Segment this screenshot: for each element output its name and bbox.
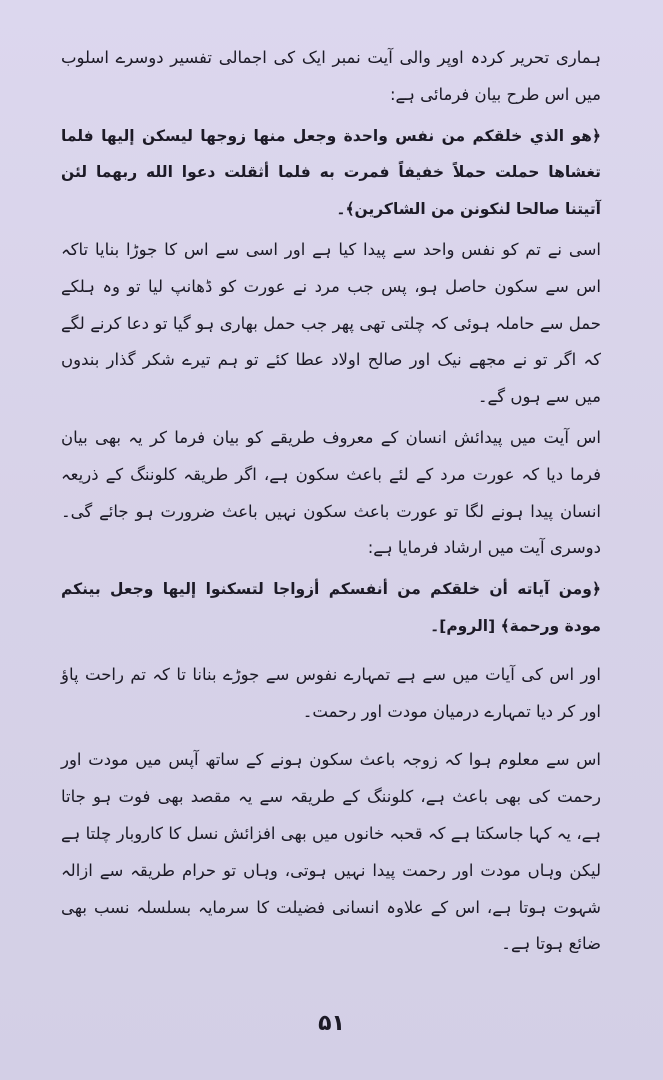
- paragraph-intro: ہماری تحریر کردہ اوپر والی آیت نمبر ایک کی اجمالی تفسیر دوسرے اسلوب میں اس طرح بیان فرمائی ہے:: [61, 48, 601, 104]
- quranic-verse-1: ﴿هو الذي خلقكم من نفس واحدة وجعل منها زوجها ليسكن إليها فلما تغشاها حملت حملاً خفيفاً فمرت به فلما أثقلت دعوا الله ربهما لئن آتيتنا صالحا لنكونن من الشاكرين﴾۔: [61, 126, 601, 219]
- paragraph-commentary-1: اس آیت میں پیدائش انسان کے معروف طریقے کو بیان فرما کر یہ بھی بیان فرما دیا کہ عورت مرد کے لئے باعث سکون ہے، اگر طریقہ کلوننگ کے ذریعہ انسان پیدا ہونے لگا تو عورت باعث سکون نہیں باعث ضرورت ہو جائے گی۔ دوسری آیت میں ارشاد فرمایا ہے:: [61, 427, 601, 558]
- paragraph-commentary-2: اس سے معلوم ہوا کہ زوجہ باعث سکون ہونے کے ساتھ آپس میں مودت اور رحمت کی بھی باعث ہے، کلوننگ کے طریقہ سے یہ مقصد بھی فوت ہو جاتا ہے، یہ کہا جاسکتا ہے کہ قحبہ خانوں میں بھی افزائش نسل کا کاروبار چلتا ہے لیکن وہاں مودت اور رحمت پیدا نہیں ہوتی، وہاں تو حرام طریقہ سے ازالہ شہوت ہوتا ہے، اس کے علاوہ انسانی فضیلت کا سرمایہ بسلسلہ نسب بھی ضائع ہوتا ہے۔: [61, 750, 601, 954]
- page-number: ۵۱: [318, 1011, 345, 1036]
- paragraph-translation-2: اور اس کی آیات میں سے ہے تمہارے نفوس سے جوڑے بنانا تا کہ تم راحت پاؤ اور کر دیا تمہارے درمیان مودت اور رحمت۔: [61, 664, 601, 721]
- page-body: [61, 40, 601, 963]
- paragraph-translation-1: اسی نے تم کو نفس واحد سے پیدا کیا ہے اور اسی سے اس کا جوڑا بنایا تاکہ اس سے سکون حاصل ہو، پس جب مرد نے عورت کو ڈھانپ لیا تو وہ ہلکے حمل سے حاملہ ہوئی کہ چلتی تھی پھر جب حمل بھاری ہو گیا تو دعا کرنے لگے کہ اگر تو نے مجھے نیک اور صالح اولاد عطا کئے تو ہم تیرے شکر گذار بندوں میں سے ہوں گے۔: [61, 239, 601, 407]
- quranic-verse-2: ﴿ومن آياته أن خلقكم من أنفسكم أزواجا لتسكنوا إليها وجعل بينكم مودة ورحمة﴾ [الروم]۔: [61, 580, 601, 635]
